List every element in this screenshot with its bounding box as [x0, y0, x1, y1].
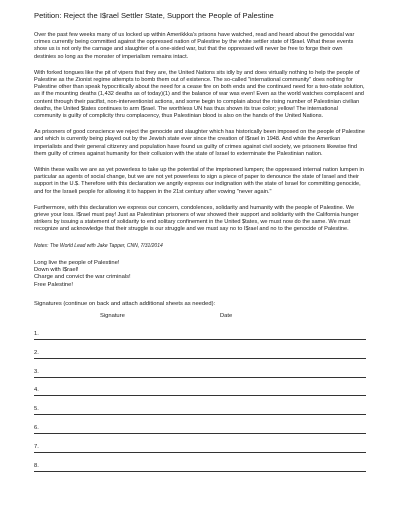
signature-line[interactable]	[34, 378, 366, 397]
closing-slogans	[34, 260, 366, 290]
signature-line-number: 4.	[34, 387, 39, 394]
page-title: Petition: Reject the I$rael Settler State, Support the People of Palestine	[34, 11, 274, 20]
signature-line-number: 1.	[34, 331, 39, 338]
signature-column-header: Signature	[100, 313, 125, 320]
signature-line-number: 7.	[34, 443, 39, 450]
signature-line[interactable]	[34, 396, 366, 415]
signature-line[interactable]	[34, 415, 366, 434]
paragraph-4: Within these walls we are as yet powerless to take up the potential of the imprisoned lumpen; the oppressed internal nation lumpen in particular as agents of social change, but we are not yet powerless to sign a piece of paper to denounce the state of Israel and their support in the U.$. Therefore with this declaration we angrily express our indignation with the state of Israel for committing genocide, and for the Israeli people for allowing it to happen in the 21st century after vowing "never again."	[34, 167, 364, 195]
paragraph-2: With forked tongues like the pit of vipers that they are, the United Nations sits idly by and does virtually nothing to help the people of Palestine as the Zionist regime attempts to bomb them out of existence. The so-called "international community" does nothing for Palestine other than speak hypocritically about the need for a cease fire on both ends and the continued need for a two-state solution, as if the mounting deaths (1,432 deaths as of today)(1) and the balance of war was even! Even as the world watches complacent and content through their pacifist, non-interventionist actions, and some begin to complain about the rising number of Palestinian civilian deaths, the United $tates continues to arm I$rael. The worthless UN has thus shown its true color; yellow! The international community is guilty of complicity thru complacency, thus Palestinian blood is also on the hands of the United Nations.	[34, 69, 365, 120]
paragraph-5: Furthermore, with this declaration we express our concern, condolences, solidarity and humanity with the people of Palestine. We grieve your loss. I$rael must pay! Just as Palestinian prisoners of war showed their support and solidarity with the California hunger strikers by issuing a statement of solidarity to end solitary confinement in the United $tates, we must now do the same. We must recognize and acknowledge that their struggle is our struggle and we must say no to I$rael and no to the genocide of Palestine.	[34, 204, 359, 233]
signature-line[interactable]	[34, 453, 366, 472]
closing-line: Charge and convict the war criminals!	[34, 274, 131, 281]
signature-table-header	[34, 312, 366, 321]
signature-line-number: 2.	[34, 349, 39, 356]
date-column-header: Date	[220, 313, 233, 320]
signature-line[interactable]	[34, 434, 366, 453]
signature-line[interactable]	[34, 321, 366, 340]
signature-line[interactable]	[34, 340, 366, 359]
signature-line[interactable]	[34, 359, 366, 378]
signatures-intro: Signatures (continue on back and attach additional sheets as needed):	[34, 301, 216, 308]
signature-line-number: 8.	[34, 462, 39, 469]
notes-citation: Notes: The World Lead with Jake Tapper, CNN, 7/31/2014	[34, 242, 163, 249]
closing-line: Free Palestine!	[34, 281, 73, 288]
signature-line-number: 3.	[34, 368, 39, 375]
paragraph-3: As prisoners of good conscience we reject the genocide and slaughter which has historically been imposed on the people of Palestine and which is currently being played out by the Jewish state ever since the creation of I$rael in 1948. And while the Amerikan imperialists and their general citizenry and population have found us guilty of crimes against civil society, we prisoners likewise find them guilty of crimes against humanity for their collusion with the state of Israel to exterminate the Palestinian nation.	[34, 129, 365, 157]
signature-line-number: 6.	[34, 425, 39, 432]
closing-line: Long live the people of Palestine!	[34, 259, 120, 266]
signature-line-number: 5.	[34, 406, 39, 413]
closing-line: Down with I$rael!	[34, 267, 79, 274]
paragraph-1: Over the past few weeks many of us locked up within Amerikkka's prisons have watched, read and heard about the genocidal war crimes currently being committed against the oppressed nation of Palestine by the white settler state of I$rael. What these events show us is not only the carnage and slaughter of a one-sided war, but that the oppressed will never be free to forge their own destinies so long as the monster of imperialism remains intact.	[34, 32, 355, 60]
